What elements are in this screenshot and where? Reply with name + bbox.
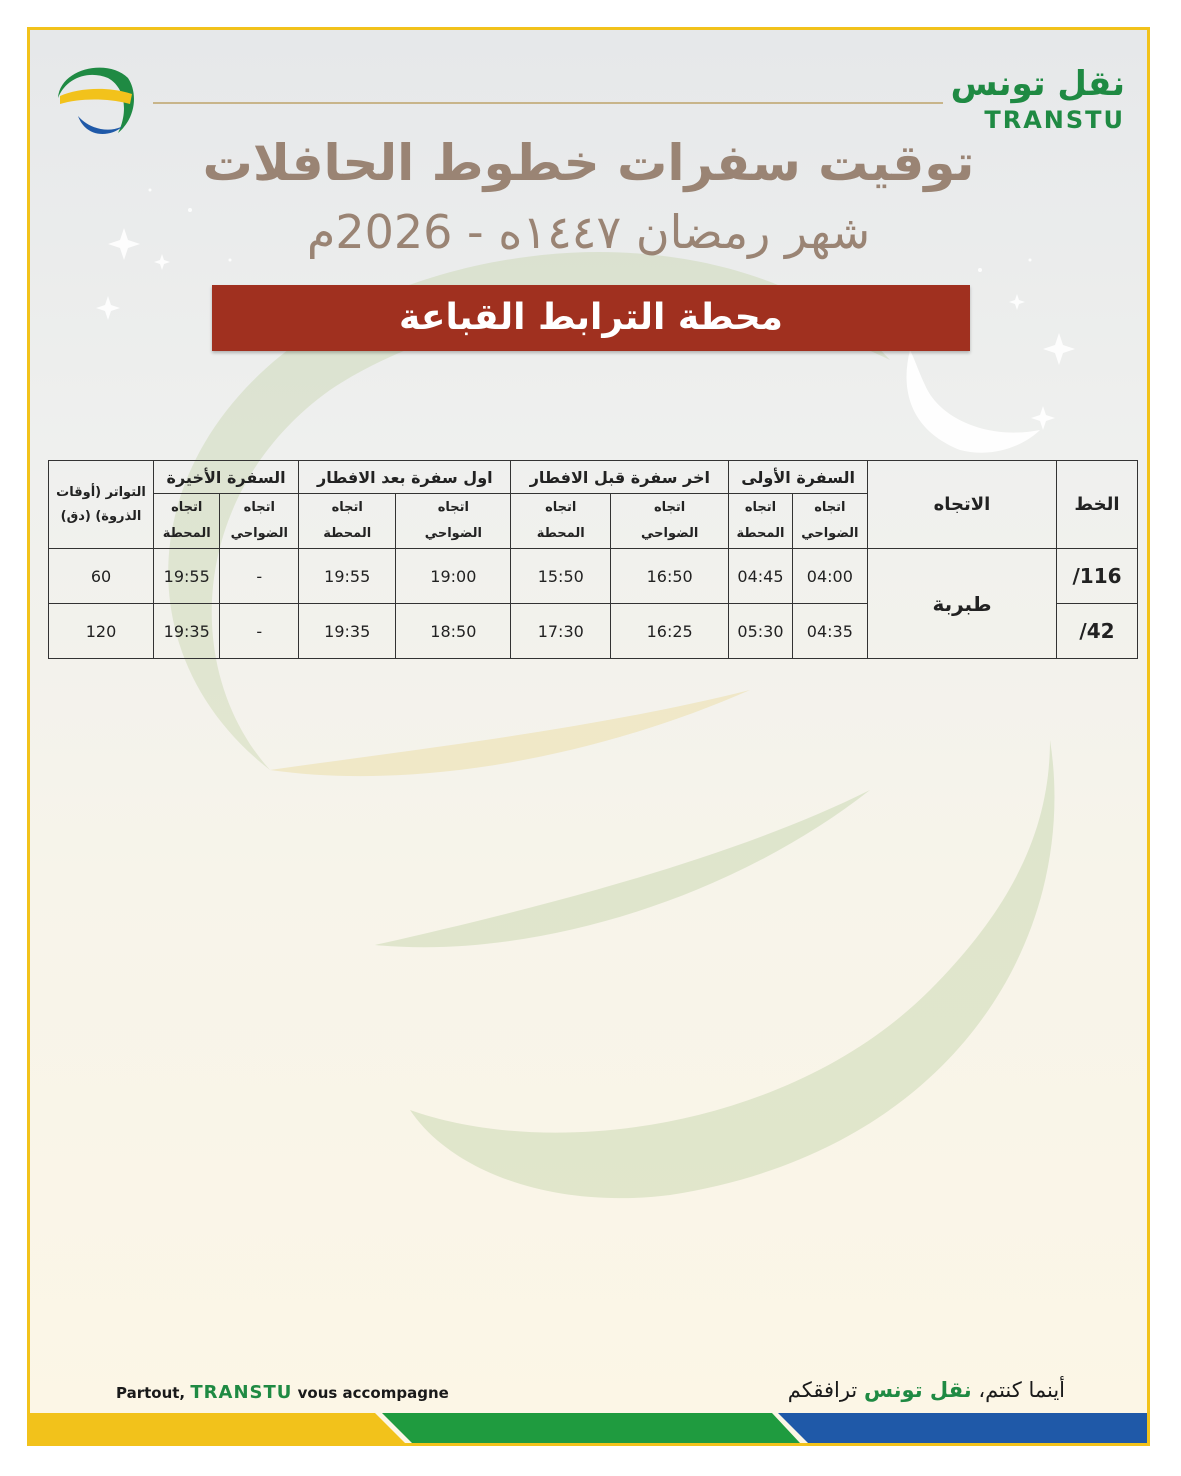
time-cell: 04:00	[792, 549, 867, 604]
footer-fr-brand: TRANSTU	[190, 1382, 293, 1403]
header-last-before-iftar: اخر سفرة قبل الافطار	[511, 461, 729, 494]
time-cell: 17:30	[511, 604, 611, 659]
subheader-suburbs	[220, 494, 299, 549]
subheader-station	[511, 494, 611, 549]
subheader-text: اتجاه	[744, 500, 777, 515]
brand-name-arabic: نقل تونس	[950, 64, 1125, 104]
header-frequency	[49, 461, 154, 549]
station-banner: محطة الترابط القباعة	[212, 285, 970, 351]
subheader-suburbs	[792, 494, 867, 549]
time-cell: -	[220, 549, 299, 604]
subheader-text: الضواحي	[801, 526, 859, 541]
subheader-text: المحطة	[736, 526, 785, 541]
subheader-text: اتجاه	[437, 500, 469, 515]
time-cell: 15:50	[511, 549, 611, 604]
page-title: توقيت سفرات خطوط الحافلات	[202, 134, 975, 192]
subheader-text: الضواحي	[230, 526, 288, 541]
header-first-after-iftar: اول سفرة بعد الافطار	[299, 461, 511, 494]
subheader-text: المحطة	[323, 526, 372, 541]
schedule-table	[48, 460, 1138, 659]
time-cell: 04:35	[792, 604, 867, 659]
time-cell: 04:45	[729, 549, 792, 604]
frequency-cell: 120	[49, 604, 154, 659]
footer-ar-after: ترافقكم	[787, 1378, 858, 1402]
subheader-text: اتجاه	[243, 500, 275, 515]
header-line: الخط	[1057, 461, 1138, 549]
header-frequency-line2: الذروة) (دق)	[60, 508, 142, 524]
time-cell: 19:35	[154, 604, 220, 659]
time-cell: 16:50	[611, 549, 729, 604]
header-rule	[153, 102, 943, 104]
line-number: 116/	[1057, 549, 1138, 604]
subheader-text: اتجاه	[545, 500, 577, 515]
subheader-text: اتجاه	[171, 500, 203, 515]
line-number: 42/	[1057, 604, 1138, 659]
stripe-blue	[778, 1413, 1150, 1443]
header-first-trip: السفرة الأولى	[729, 461, 868, 494]
stripe-yellow	[30, 1413, 405, 1443]
footer-fr-before: Partout,	[116, 1384, 186, 1402]
subheader-station	[729, 494, 792, 549]
direction-value: طبربة	[868, 549, 1057, 659]
footer-color-stripe	[30, 1407, 1150, 1443]
poster-frame	[27, 27, 1150, 1446]
table-row	[49, 549, 1138, 604]
time-cell: 19:35	[299, 604, 396, 659]
time-cell: 19:55	[154, 549, 220, 604]
header-last-trip: السفرة الأخيرة	[154, 461, 299, 494]
subheader-text: المحطة	[162, 526, 211, 541]
footer-fr-after: vous accompagne	[297, 1384, 449, 1402]
subheader-suburbs	[611, 494, 729, 549]
footer-slogan-arabic	[788, 1378, 1065, 1402]
time-cell: 05:30	[729, 604, 792, 659]
header-frequency-line1: التواتر (أوقات	[56, 484, 146, 500]
subheader-text: اتجاه	[814, 500, 846, 515]
subheader-text: الضواحي	[641, 526, 699, 541]
subheader-station	[154, 494, 220, 549]
time-cell: 18:50	[396, 604, 511, 659]
subheader-text: المحطة	[536, 526, 585, 541]
subheader-suburbs	[396, 494, 511, 549]
subheader-text: اتجاه	[654, 500, 686, 515]
footer-ar-brand: نقل تونس	[863, 1378, 972, 1402]
stripe-green	[382, 1413, 800, 1443]
time-cell: -	[220, 604, 299, 659]
header-direction: الاتجاه	[868, 461, 1057, 549]
time-cell: 19:55	[299, 549, 396, 604]
subheader-text: اتجاه	[331, 500, 363, 515]
frequency-cell: 60	[49, 549, 154, 604]
page-subtitle: شهر رمضان ١٤٤٧ه - 2026م	[306, 205, 871, 259]
footer-ar-before: أينما كنتم،	[978, 1378, 1065, 1402]
footer-slogan-french	[116, 1382, 449, 1403]
subheader-text: الضواحي	[424, 526, 482, 541]
brand-name-latin: TRANSTU	[984, 106, 1125, 134]
subheader-station	[299, 494, 396, 549]
time-cell: 19:00	[396, 549, 511, 604]
time-cell: 16:25	[611, 604, 729, 659]
